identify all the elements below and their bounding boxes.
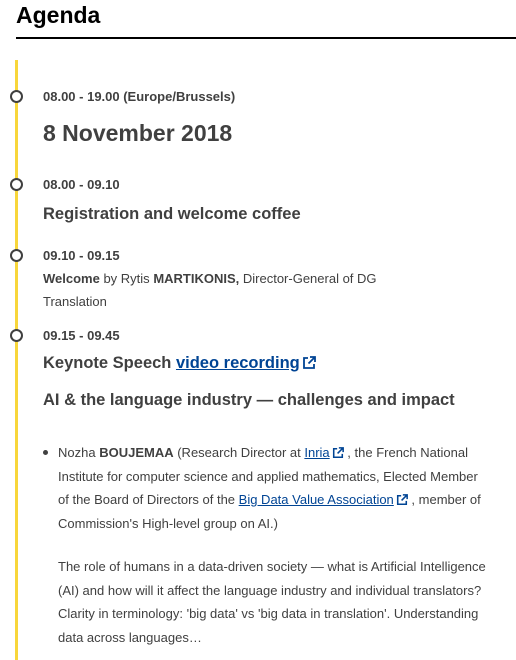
speaker-bio: , the French National Institute for computer science and applied mathematics, Elected Member of the Board of Directors of the — [58, 445, 478, 507]
list-item — [43, 441, 483, 535]
keynote-subtitle: AI & the language industry — challenges and impact — [43, 391, 455, 409]
timeline-dot — [10, 249, 23, 262]
page-title: Agenda — [16, 2, 101, 28]
timeline-dot — [10, 329, 23, 342]
welcome-by: by Rytis — [99, 271, 154, 286]
timeline-dot — [10, 90, 23, 103]
welcome-description — [43, 268, 443, 313]
bullet — [43, 450, 48, 455]
external-link-icon — [332, 447, 344, 459]
speaker-name: MARTIKONIS, — [153, 271, 240, 286]
keynote-description: The role of humans in a data-driven society — what is Artificial Intelligence (AI) and how will it affect the language industry and individual translators? Clarity in terminology: 'big data' vs 'big data in translation'. Understanding data across languages… — [58, 559, 486, 645]
timeline-line — [15, 60, 18, 660]
session-time: 08.00 - 09.10 — [43, 177, 120, 192]
session-title: Registration and welcome coffee — [43, 205, 301, 223]
timeline-dot — [10, 178, 23, 191]
speaker-bio: , member of Commission's High-level group on AI.) — [58, 492, 481, 531]
speaker-last-name: BOUJEMAA — [99, 445, 174, 460]
speaker-role: Director-General of DG Translation — [43, 271, 377, 309]
external-link-icon — [302, 356, 316, 370]
external-link-icon — [396, 494, 408, 506]
session-time: 09.10 - 09.15 — [43, 248, 120, 263]
bdva-link[interactable]: Big Data Value Association — [238, 492, 394, 507]
video-recording-link[interactable]: video recording — [175, 354, 300, 372]
title-divider — [16, 37, 516, 39]
session-time: 09.15 - 09.45 — [43, 328, 120, 343]
speaker-bio: (Research Director at — [173, 445, 305, 460]
welcome-label: Welcome — [43, 271, 100, 286]
day-time-range: 08.00 - 19.00 (Europe/Brussels) — [43, 89, 236, 104]
keynote-label: Keynote Speech — [43, 354, 172, 372]
keynote-title — [43, 354, 316, 373]
inria-link[interactable]: Inria — [304, 445, 330, 460]
date-heading: 8 November 2018 — [43, 120, 233, 146]
speaker-first-name: Nozha — [58, 445, 100, 460]
